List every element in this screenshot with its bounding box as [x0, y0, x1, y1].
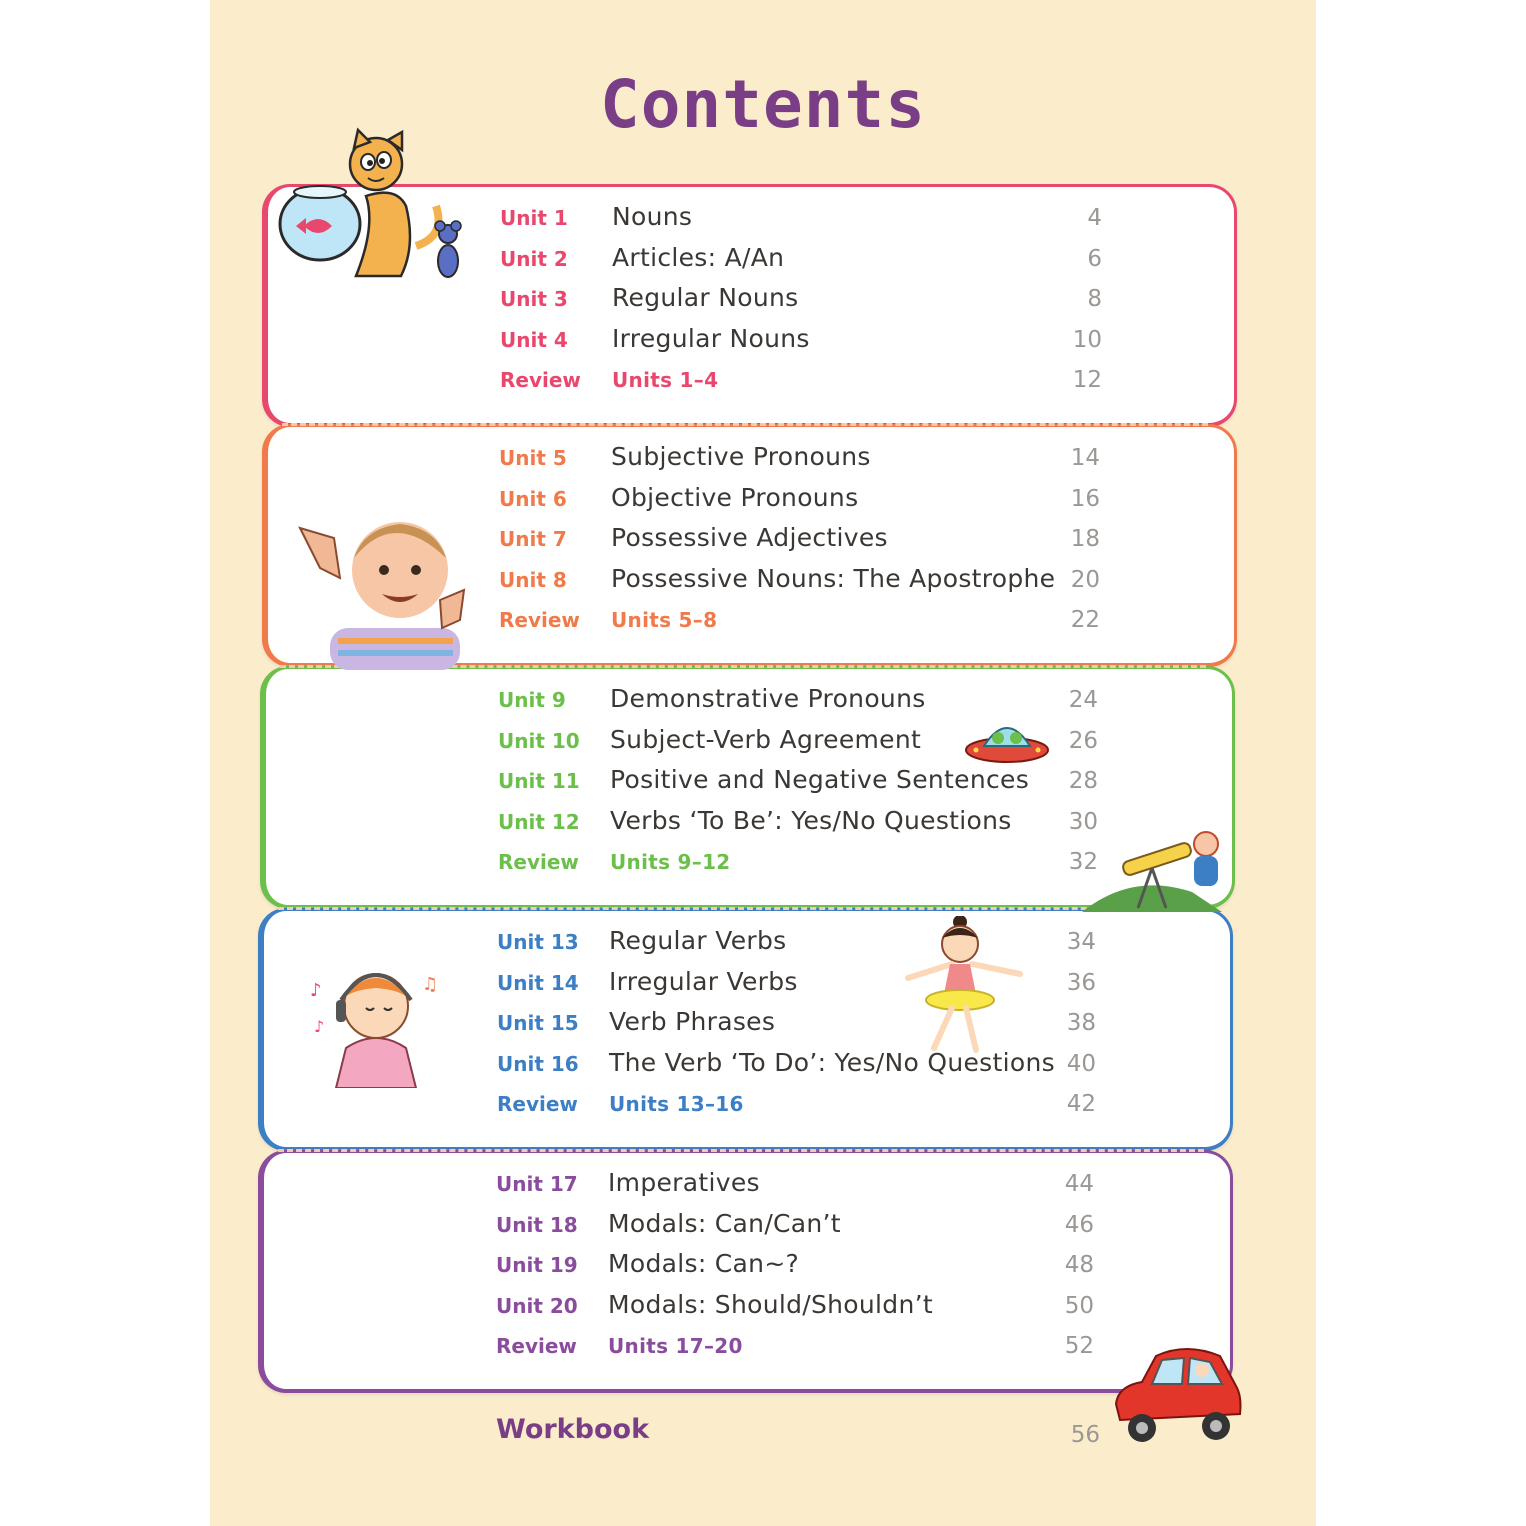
unit-label: Unit 18	[496, 1212, 578, 1237]
workbook-label[interactable]: Workbook	[496, 1414, 650, 1445]
review-range-link[interactable]: Units 1–4	[612, 368, 719, 392]
red-car-illustration	[1112, 1344, 1244, 1448]
topic-link[interactable]: Verb Phrases	[609, 1007, 776, 1036]
ufo-aliens-illustration	[964, 716, 1050, 768]
unit-label: Unit 3	[500, 287, 568, 311]
unit-label: Unit 12	[498, 809, 580, 834]
girl-headphones-illustration	[302, 960, 447, 1088]
unit-label: Unit 6	[499, 486, 567, 511]
topic-link[interactable]: Demonstrative Pronouns	[610, 684, 926, 713]
topic-link[interactable]: Regular Verbs	[609, 926, 787, 955]
topic-link[interactable]: Subject-Verb Agreement	[610, 724, 922, 754]
unit-label: Unit 14	[497, 970, 579, 995]
page-number: 16	[1070, 485, 1100, 512]
unit-label: Unit 1	[500, 206, 568, 230]
unit-label: Unit 11	[498, 769, 580, 793]
section-divider	[278, 907, 1204, 910]
topic-link[interactable]: Modals: Should/Shouldn’t	[608, 1289, 933, 1319]
svg-text:♪: ♪	[314, 1017, 325, 1036]
topic-link[interactable]: Verbs ‘To Be’: Yes/No Questions	[610, 805, 1012, 835]
topic-link[interactable]: Modals: Can/Can’t	[608, 1208, 841, 1238]
page-number: 4	[1087, 205, 1102, 231]
page-number: 26	[1068, 727, 1098, 754]
topic-link[interactable]: Possessive Nouns: The Apostrophe	[611, 563, 1056, 593]
boy-painted-hands-photo	[290, 510, 470, 670]
page-number: 28	[1068, 768, 1098, 794]
topic-link[interactable]: Possessive Adjectives	[611, 523, 888, 552]
unit-label: Unit 5	[499, 446, 567, 470]
topic-link[interactable]: Subjective Pronouns	[611, 442, 871, 471]
unit-label: Unit 19	[496, 1253, 578, 1277]
topic-link[interactable]: Objective Pronouns	[611, 482, 859, 512]
ballerina-illustration	[904, 916, 1024, 1058]
page-number: 10	[1072, 326, 1102, 353]
unit-label: Unit 13	[497, 930, 579, 954]
page-number: 36	[1066, 969, 1096, 996]
page-number: 34	[1066, 929, 1096, 955]
unit-label: Unit 15	[497, 1011, 579, 1035]
cat-fishbowl-illustration	[276, 126, 476, 301]
page-number: 40	[1066, 1050, 1096, 1077]
unit-label: Unit 20	[496, 1293, 578, 1318]
topic-link[interactable]: Nouns	[612, 202, 693, 231]
unit-label: Unit 7	[499, 527, 567, 551]
page-number: 30	[1068, 808, 1098, 835]
section-divider	[278, 1149, 1204, 1152]
page-title: Contents	[600, 66, 926, 143]
page-number: 38	[1066, 1010, 1096, 1036]
review-label: Review	[496, 1334, 577, 1358]
unit-label: Unit 2	[500, 246, 568, 271]
page-number: 32	[1068, 849, 1098, 875]
page-number: 44	[1064, 1171, 1094, 1197]
review-range-link[interactable]: Units 17–20	[608, 1334, 743, 1358]
page-number: 50	[1064, 1292, 1094, 1319]
topic-link[interactable]: Imperatives	[608, 1168, 760, 1197]
page-number: 18	[1070, 526, 1100, 552]
unit-label: Unit 16	[497, 1051, 579, 1076]
review-label: Review	[500, 368, 581, 392]
unit-label: Unit 9	[498, 688, 566, 712]
review-range-link[interactable]: Units 9–12	[610, 850, 731, 874]
topic-link[interactable]: Regular Nouns	[612, 283, 799, 312]
svg-text:♫: ♫	[422, 974, 439, 995]
unit-label: Unit 8	[499, 567, 567, 592]
review-label: Review	[499, 608, 580, 632]
svg-text:♪: ♪	[310, 980, 322, 1001]
page-number: 12	[1072, 367, 1102, 393]
review-label: Review	[497, 1092, 578, 1116]
unit-label: Unit 17	[496, 1172, 578, 1196]
review-label: Review	[498, 850, 579, 874]
review-range-link[interactable]: Units 13–16	[609, 1092, 744, 1116]
topic-link[interactable]: Positive and Negative Sentences	[610, 765, 1030, 794]
page-number: 22	[1070, 607, 1100, 633]
page-number: 42	[1066, 1091, 1096, 1117]
page-number: 48	[1064, 1252, 1094, 1278]
page-number: 20	[1070, 566, 1100, 593]
unit-label: Unit 4	[500, 327, 568, 352]
topic-link[interactable]: The Verb ‘To Do’: Yes/No Questions	[609, 1047, 1055, 1077]
page-number: 6	[1087, 245, 1102, 272]
topic-link[interactable]: Articles: A/An	[612, 242, 785, 272]
topic-link[interactable]: Irregular Verbs	[609, 966, 798, 996]
page-number: 8	[1087, 286, 1102, 312]
unit-label: Unit 10	[498, 728, 580, 753]
topic-link[interactable]: Irregular Nouns	[612, 323, 810, 353]
page-number: 46	[1064, 1211, 1094, 1238]
section-divider	[282, 423, 1208, 426]
review-range-link[interactable]: Units 5–8	[611, 608, 718, 632]
page-number: 52	[1064, 1333, 1094, 1359]
page-number: 14	[1070, 445, 1100, 471]
topic-link[interactable]: Modals: Can~?	[608, 1249, 800, 1278]
kids-telescope-illustration	[1082, 828, 1222, 912]
workbook-page-number: 56	[1070, 1422, 1100, 1448]
page-number: 24	[1068, 687, 1098, 713]
